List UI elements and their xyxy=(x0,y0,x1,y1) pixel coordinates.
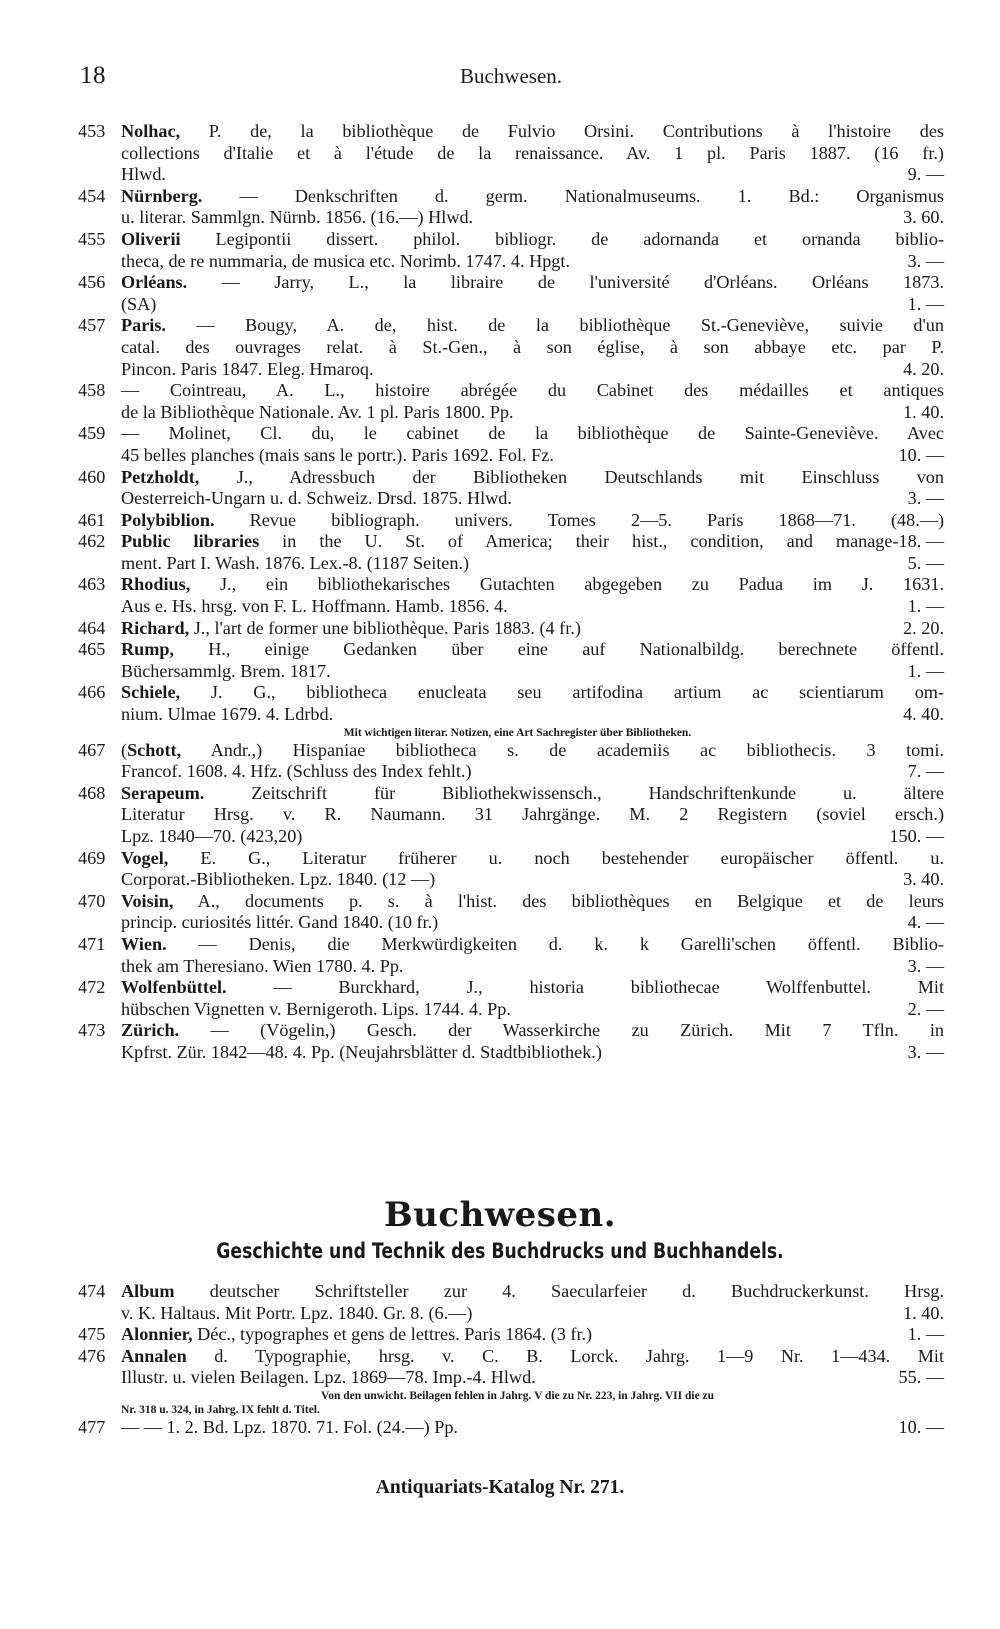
page-number: 18 xyxy=(80,62,106,89)
entry-text: hübschen Vignetten v. Bernigeroth. Lips. 1744. 4. Pp. xyxy=(121,998,511,1019)
entry-text: Aus e. Hs. hrsg. von F. L. Hoffmann. Hamb. 1856. 4. xyxy=(121,596,508,617)
entry-number: 477 xyxy=(78,1416,106,1437)
entry-price: 2. — xyxy=(907,998,944,1019)
entry-line xyxy=(121,639,944,661)
entry-line xyxy=(121,467,944,489)
entry-text: nium. Ulmae 1679. 4. Ldrbd. xyxy=(121,704,334,725)
entry-line xyxy=(121,682,944,704)
entry-line xyxy=(121,337,944,359)
entry-number: 474 xyxy=(78,1281,106,1301)
entry-line xyxy=(121,1042,944,1064)
catalog-entry xyxy=(78,848,944,891)
entry-text: Paris. — Bougy, A. de, hist. de la bibliothèque St.-Geneviève, suivie d'un xyxy=(121,315,944,336)
entry-number: 460 xyxy=(78,466,106,487)
entry-price: 18. — xyxy=(898,531,944,552)
entry-note: Nr. 318 u. 324, in Jahrg. IX fehlt d. Titel. xyxy=(121,1403,320,1416)
entry-text: Literatur Hrsg. v. R. Naumann. 31 Jahrgänge. M. 2 Registern (soviel ersch.) xyxy=(121,804,944,825)
entry-line xyxy=(121,869,944,891)
entry-text: (Schott, Andr.,) Hispaniae bibliotheca s. de academiis ac bibliothecis. 3 tomi. xyxy=(121,739,944,760)
entry-text: Rump, H., einige Gedanken über eine auf Nationalbildg. berechnete öffentl. xyxy=(121,639,944,660)
entry-number: 453 xyxy=(78,121,106,141)
entry-price: 7. — xyxy=(907,761,944,782)
catalog-entry xyxy=(78,531,944,574)
entry-line xyxy=(121,143,944,165)
catalog-entry xyxy=(78,272,944,315)
catalog-entry xyxy=(78,574,944,617)
entry-number: 470 xyxy=(78,890,106,911)
catalog-entry xyxy=(78,1281,944,1324)
entry-text: Francof. 1608. 4. Hfz. (Schluss des Index fehlt.) xyxy=(121,761,472,782)
catalog-entry xyxy=(78,467,944,510)
entry-text: Hlwd. xyxy=(121,164,166,185)
entry-text: Petzholdt, J., Adressbuch der Bibliotheken Deutschlands mit Einschluss von xyxy=(121,466,944,487)
entry-line xyxy=(121,1417,944,1439)
entry-line xyxy=(121,164,944,186)
section-subtitle: Geschichte und Technik des Buchdrucks und Buchhandels. xyxy=(216,1239,784,1263)
entry-price: 55. — xyxy=(898,1367,944,1388)
entry-text: Zürich. — (Vögelin,) Gesch. der Wasserkirche zu Zürich. Mit 7 Tfln. in xyxy=(121,1020,944,1041)
entry-text: u. literar. Sammlgn. Nürnb. 1856. (16.—) Hlwd. xyxy=(121,207,474,228)
entry-text: Pincon. Paris 1847. Eleg. Hmaroq. xyxy=(121,358,374,379)
entry-price: 3. — xyxy=(907,955,944,976)
entry-line xyxy=(121,956,944,978)
entry-price: 2. 20. xyxy=(903,617,944,638)
entry-number: 472 xyxy=(78,977,106,998)
page-header xyxy=(80,62,942,92)
entry-line xyxy=(121,315,944,337)
entry-line xyxy=(121,207,944,229)
entry-line xyxy=(121,912,944,934)
entry-line xyxy=(121,704,944,726)
entry-number: 464 xyxy=(78,617,106,638)
entry-line xyxy=(121,510,944,532)
entry-price: 9. — xyxy=(907,164,944,185)
entry-number: 462 xyxy=(78,531,106,552)
entry-line xyxy=(121,229,944,251)
entry-price: 3. — xyxy=(907,488,944,509)
entry-number: 457 xyxy=(78,315,106,336)
entry-price: 3. 40. xyxy=(903,869,944,890)
entry-line xyxy=(121,740,944,762)
entry-number: 469 xyxy=(78,847,106,868)
entry-line xyxy=(121,596,944,618)
entry-text: Nolhac, P. de, la bibliothèque de Fulvio Orsini. Contributions à l'histoire des xyxy=(121,121,944,141)
entry-price: 3. — xyxy=(907,1041,944,1062)
entry-text: Orléans. — Jarry, L., la libraire de l'université d'Orléans. Orléans 1873. xyxy=(121,272,944,293)
entry-text: 45 belles planches (mais sans le portr.). Paris 1692. Fol. Fz. xyxy=(121,444,554,465)
entry-line xyxy=(121,1367,944,1389)
entry-line xyxy=(121,553,944,575)
entry-price: 1. — xyxy=(907,1324,944,1345)
entry-text: theca, de re nummaria, de musica etc. Norimb. 1747. 4. Hpgt. xyxy=(121,250,570,271)
entry-text: — Molinet, Cl. du, le cabinet de la bibliothèque de Sainte-Geneviève. Avec xyxy=(121,423,944,444)
entry-price: 10. — xyxy=(898,1416,944,1437)
catalog-entry xyxy=(78,380,944,423)
entry-number: 465 xyxy=(78,639,106,660)
running-head: Buchwesen. xyxy=(459,64,563,88)
entry-price: 1. — xyxy=(907,293,944,314)
entry-line xyxy=(121,804,944,826)
entry-price: 1. 40. xyxy=(903,1302,944,1323)
catalog-entries xyxy=(78,121,944,1064)
entry-text: (SA) xyxy=(121,293,157,314)
entry-text: thek am Theresiano. Wien 1780. 4. Pp. xyxy=(121,955,404,976)
entry-number: 475 xyxy=(78,1324,106,1345)
entry-number: 468 xyxy=(78,782,106,803)
entry-line xyxy=(121,359,944,381)
entry-line xyxy=(121,272,944,294)
entry-line xyxy=(121,574,944,596)
entry-line xyxy=(121,488,944,510)
catalog-entry xyxy=(78,121,944,186)
catalog-entry xyxy=(78,423,944,466)
catalog-entry xyxy=(78,783,944,848)
entry-price: 10. — xyxy=(898,444,944,465)
entry-text: collections d'Italie et à l'étude de la renaissance. Av. 1 pl. Paris 1887. (16 fr.) xyxy=(121,142,944,163)
entry-text: Büchersammlg. Brem. 1817. xyxy=(121,660,331,681)
entry-text: de la Bibliothèque Nationale. Av. 1 pl. Paris 1800. Pp. xyxy=(121,401,514,422)
entry-line xyxy=(121,251,944,273)
entry-text: Album deutscher Schriftsteller zur 4. Saecularfeier d. Buchdruckerkunst. Hrsg. xyxy=(121,1281,944,1301)
catalog-entry xyxy=(78,229,944,272)
catalog-entry xyxy=(78,639,944,682)
entry-text: Public libraries in the U. St. of America; their hist., condition, and manage- xyxy=(121,531,899,552)
entry-text: Rhodius, J., ein bibliothekarisches Gutachten abgegeben zu Padua im J. 1631. xyxy=(121,574,944,595)
entry-line xyxy=(121,783,944,805)
entry-text: v. K. Haltaus. Mit Portr. Lpz. 1840. Gr. 8. (6.—) xyxy=(121,1302,473,1323)
catalog-entry xyxy=(78,1346,944,1417)
section-title: Buchwesen. xyxy=(383,1195,617,1235)
entry-number: 467 xyxy=(78,739,106,760)
entry-line xyxy=(121,1020,944,1042)
entry-line xyxy=(121,761,944,783)
entry-number: 461 xyxy=(78,509,106,530)
catalog-entry xyxy=(78,1020,944,1063)
entry-text: — — 1. 2. Bd. Lpz. 1870. 71. Fol. (24.—) Pp. xyxy=(121,1416,458,1437)
entry-line xyxy=(121,531,944,553)
catalog-entry xyxy=(78,186,944,229)
page-footer: Antiquariats-Katalog Nr. 271. xyxy=(375,1477,625,1498)
entry-line xyxy=(121,1281,944,1303)
entry-text: Oliverii Legipontii dissert. philol. bibliogr. de adornanda et ornanda biblio- xyxy=(121,228,944,249)
entry-line xyxy=(121,618,944,640)
entry-text: Lpz. 1840—70. (423,20) xyxy=(121,826,303,846)
catalog-entry xyxy=(78,682,944,739)
entry-line xyxy=(121,934,944,956)
entry-text: Oesterreich-Ungarn u. d. Schweiz. Drsd. 1875. Hlwd. xyxy=(121,488,512,509)
entry-note: Mit wichtigen literar. Notizen, eine Art Sachregister über Bibliotheken. xyxy=(343,726,692,739)
entry-price: 1. — xyxy=(907,660,944,681)
entry-line xyxy=(121,1346,944,1368)
entry-line xyxy=(121,1324,944,1346)
entry-line xyxy=(121,186,944,208)
entry-text: Richard, J., l'art de former une bibliothèque. Paris 1883. (4 fr.) xyxy=(121,617,581,638)
entry-text: catal. des ouvrages relat. à St.-Gen., à son église, à son abbaye etc. par P. xyxy=(121,336,944,357)
entry-price: 3. — xyxy=(907,250,944,271)
entry-number: 476 xyxy=(78,1345,106,1366)
entry-price: 4. 40. xyxy=(903,704,944,725)
entry-text: Nürnberg. — Denkschriften d. germ. Nationalmuseums. 1. Bd.: Organismus xyxy=(121,185,944,206)
entry-number: 459 xyxy=(78,423,106,444)
entry-line xyxy=(121,445,944,467)
entry-line xyxy=(121,121,944,143)
entry-number: 458 xyxy=(78,380,106,401)
entry-line xyxy=(121,826,944,848)
entry-line xyxy=(121,294,944,316)
entry-text: ment. Part I. Wash. 1876. Lex.-8. (1187 Seiten.) xyxy=(121,552,470,573)
entry-line xyxy=(121,891,944,913)
entry-text: — Cointreau, A. L., histoire abrégée du Cabinet des médailles et antiques xyxy=(121,380,944,401)
catalog-entry xyxy=(78,315,944,380)
entry-line xyxy=(121,999,944,1021)
entry-number: 463 xyxy=(78,574,106,595)
entry-number: 455 xyxy=(78,228,106,249)
entry-line xyxy=(121,380,944,402)
entry-price: 1. 40. xyxy=(903,401,944,422)
entry-text: Vogel, E. G., Literatur früherer u. noch bestehender europäischer öffentl. u. xyxy=(121,847,944,868)
entry-text: Alonnier, Déc., typographes et gens de lettres. Paris 1864. (3 fr.) xyxy=(121,1324,593,1345)
entry-price: 3. 60. xyxy=(903,207,944,228)
catalog-entry xyxy=(78,1324,944,1346)
entry-line xyxy=(121,402,944,424)
entry-line xyxy=(121,423,944,445)
entry-text: Wien. — Denis, die Merkwürdigkeiten d. k. k Garelli'schen öffentl. Biblio- xyxy=(121,933,944,954)
entry-number: 473 xyxy=(78,1020,106,1041)
entry-number: 456 xyxy=(78,272,106,293)
entry-text: Corporat.-Bibliotheken. Lpz. 1840. (12 —) xyxy=(121,869,436,890)
entry-text: Wolfenbüttel. — Burckhard, J., historia bibliothecae Wolffenbuttel. Mit xyxy=(121,977,944,998)
entry-text: Illustr. u. vielen Beilagen. Lpz. 1869—78. Imp.-4. Hlwd. xyxy=(121,1367,536,1388)
entry-price: 1. — xyxy=(907,596,944,617)
entry-line xyxy=(121,848,944,870)
entry-number: 454 xyxy=(78,185,106,206)
catalog-entry xyxy=(78,934,944,977)
entry-price: 4. 20. xyxy=(903,358,944,379)
entry-text: Annalen d. Typographie, hrsg. v. C. B. Lorck. Jahrg. 1—9 Nr. 1—434. Mit xyxy=(121,1345,944,1366)
catalog-entry xyxy=(78,1417,944,1439)
entry-text: Polybiblion. Revue bibliograph. univers. Tomes 2—5. Paris 1868—71. (48.—) xyxy=(121,509,944,530)
entry-text: Schiele, J. G., bibliotheca enucleata seu artifodina artium ac scientiarum om- xyxy=(121,682,944,703)
entry-number: 471 xyxy=(78,933,106,954)
entry-price: 5. — xyxy=(907,552,944,573)
catalog-entry xyxy=(78,618,944,640)
catalog-entries-section-2 xyxy=(78,1281,944,1439)
entry-price: 4. — xyxy=(907,912,944,933)
catalog-entry xyxy=(78,740,944,783)
entry-text: Serapeum. Zeitschrift für Bibliothekwissensch., Handschriftenkunde u. ältere xyxy=(121,782,944,803)
entry-text: princip. curiosités littér. Gand 1840. (10 fr.) xyxy=(121,912,439,933)
entry-line xyxy=(121,1303,944,1325)
entry-number: 466 xyxy=(78,682,106,703)
catalog-entry xyxy=(78,977,944,1020)
entry-text: Voisin, A., documents p. s. à l'hist. des bibliothèques en Belgique et de leurs xyxy=(121,890,944,911)
entry-line xyxy=(121,977,944,999)
entry-text: Kpfrst. Zür. 1842—48. 4. Pp. (Neujahrsblätter d. Stadtbibliothek.) xyxy=(121,1041,602,1062)
entry-note: Von den unwicht. Beilagen fehlen in Jahrg. V die zu Nr. 223, in Jahrg. VII die zu xyxy=(320,1389,715,1402)
entry-price: 150. — xyxy=(889,826,944,846)
catalog-entry xyxy=(78,891,944,934)
entry-line xyxy=(121,661,944,683)
